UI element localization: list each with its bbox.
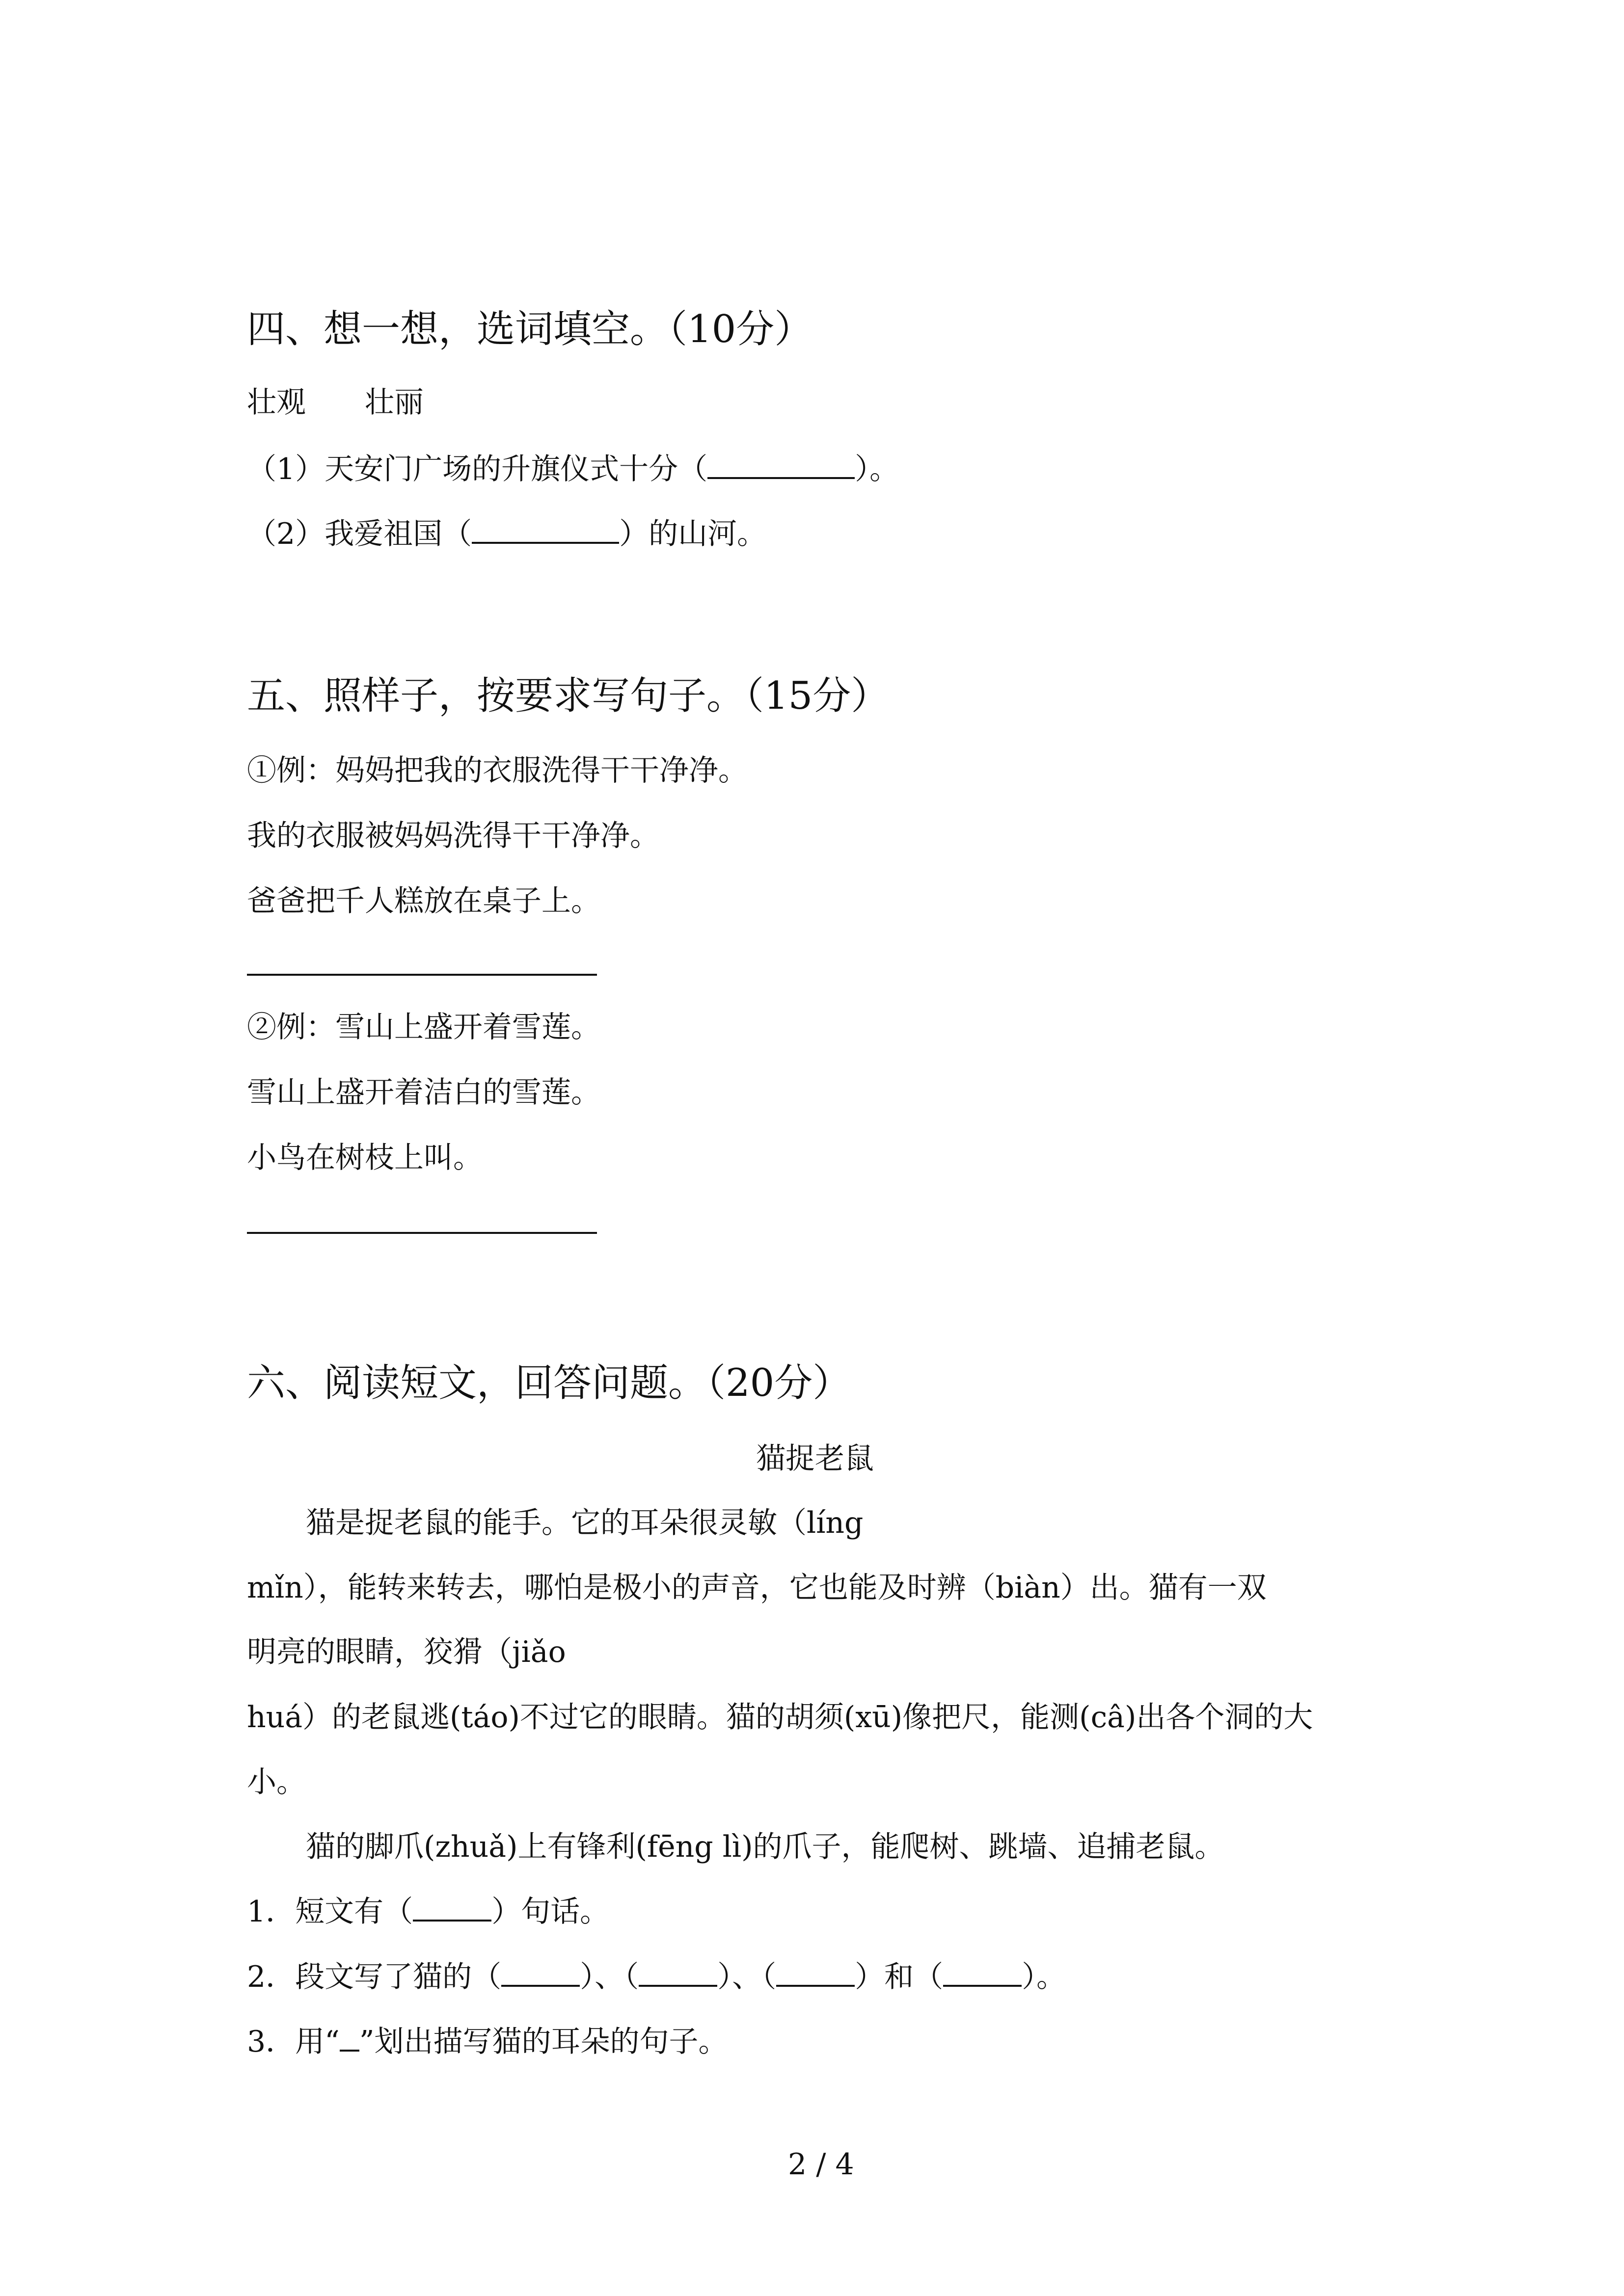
- answer-blank[interactable]: [776, 1958, 855, 1987]
- answer-blank[interactable]: [639, 1958, 717, 1987]
- paragraph-1-line-2: mǐn），能转来转去，哪怕是极小的声音，它也能及时辨（biàn）出。猫有一双: [247, 1571, 1267, 1605]
- answer-line-2[interactable]: [247, 1232, 597, 1234]
- question-6-1: [247, 1888, 609, 1930]
- question-6-2-part-4: ）和（: [855, 1960, 944, 1994]
- question-4-1: [247, 446, 899, 488]
- question-6-2-part-5: ）。: [1022, 1960, 1066, 1994]
- question-6-2: [247, 1953, 1066, 1996]
- question-6-2-part-3: ）、（: [717, 1960, 777, 1994]
- question-6-3-end: ”划出描写猫的耳朵的句子。: [359, 2025, 728, 2059]
- paragraph-1-line-4: huá）的老鼠逃(táo)不过它的眼睛。猫的胡须(xū)像把尺，能测(câ)出各个洞的大: [247, 1700, 1313, 1735]
- word-choice-1: 壮观: [247, 385, 306, 420]
- section-4-heading: 四、想一想，选词填空。（10分）: [247, 307, 813, 351]
- word-choice-2: 壮丽: [365, 385, 424, 420]
- example-2-label: ②例：雪山上盛开着雪莲。: [247, 1010, 600, 1044]
- question-6-1-text: 1．短文有（: [247, 1895, 413, 1929]
- answer-blank[interactable]: [472, 515, 619, 544]
- example-2-result: 雪山上盛开着洁白的雪莲。: [247, 1075, 600, 1110]
- answer-blank[interactable]: [413, 1893, 491, 1922]
- question-6-2-part-1: 2．段文写了猫的（: [247, 1960, 502, 1994]
- paragraph-2: 猫的脚爪(zhuǎ)上有锋利(fēng lì)的爪子，能爬树、跳墙、追捕老鼠。: [306, 1830, 1224, 1864]
- answer-line-1[interactable]: [247, 974, 597, 976]
- example-1-label: ①例：妈妈把我的衣服洗得干干净净。: [247, 753, 748, 788]
- example-2-task: 小鸟在树枝上叫。: [247, 1141, 483, 1175]
- paragraph-1-line-3: 明亮的眼睛，狡猾（jiǎo: [247, 1635, 566, 1669]
- question-4-2-text: （2）我爱祖国（: [247, 517, 472, 551]
- page-number: 2 / 4: [788, 2147, 854, 2182]
- paragraph-1-line-5: 小。: [247, 1765, 306, 1799]
- question-6-1-end: ）句话。: [491, 1895, 610, 1929]
- question-4-2-end: ）的山河。: [619, 517, 767, 551]
- section-5-heading: 五、照样子，按要求写句子。（15分）: [247, 674, 890, 718]
- question-6-2-part-2: ）、（: [580, 1960, 639, 1994]
- example-1-result: 我的衣服被妈妈洗得干干净净。: [247, 819, 659, 853]
- article-title: 猫捉老鼠: [756, 1442, 874, 1476]
- answer-blank[interactable]: [943, 1958, 1022, 1987]
- question-6-3: [247, 2018, 728, 2060]
- answer-blank[interactable]: [501, 1958, 580, 1987]
- question-6-3-text: 3．用“: [247, 2025, 340, 2059]
- section-6-heading: 六、阅读短文，回答问题。（20分）: [247, 1361, 851, 1405]
- question-4-1-end: ）。: [855, 452, 899, 486]
- question-4-2: [247, 510, 766, 553]
- example-1-task: 爸爸把千人糕放在桌子上。: [247, 884, 600, 918]
- question-4-1-text: （1）天安门广场的升旗仪式十分（: [247, 452, 708, 486]
- answer-blank[interactable]: [707, 451, 855, 479]
- paragraph-1-line-1: 猫是捉老鼠的能手。它的耳朵很灵敏（líng: [306, 1506, 864, 1540]
- underline-mark: [340, 2025, 359, 2052]
